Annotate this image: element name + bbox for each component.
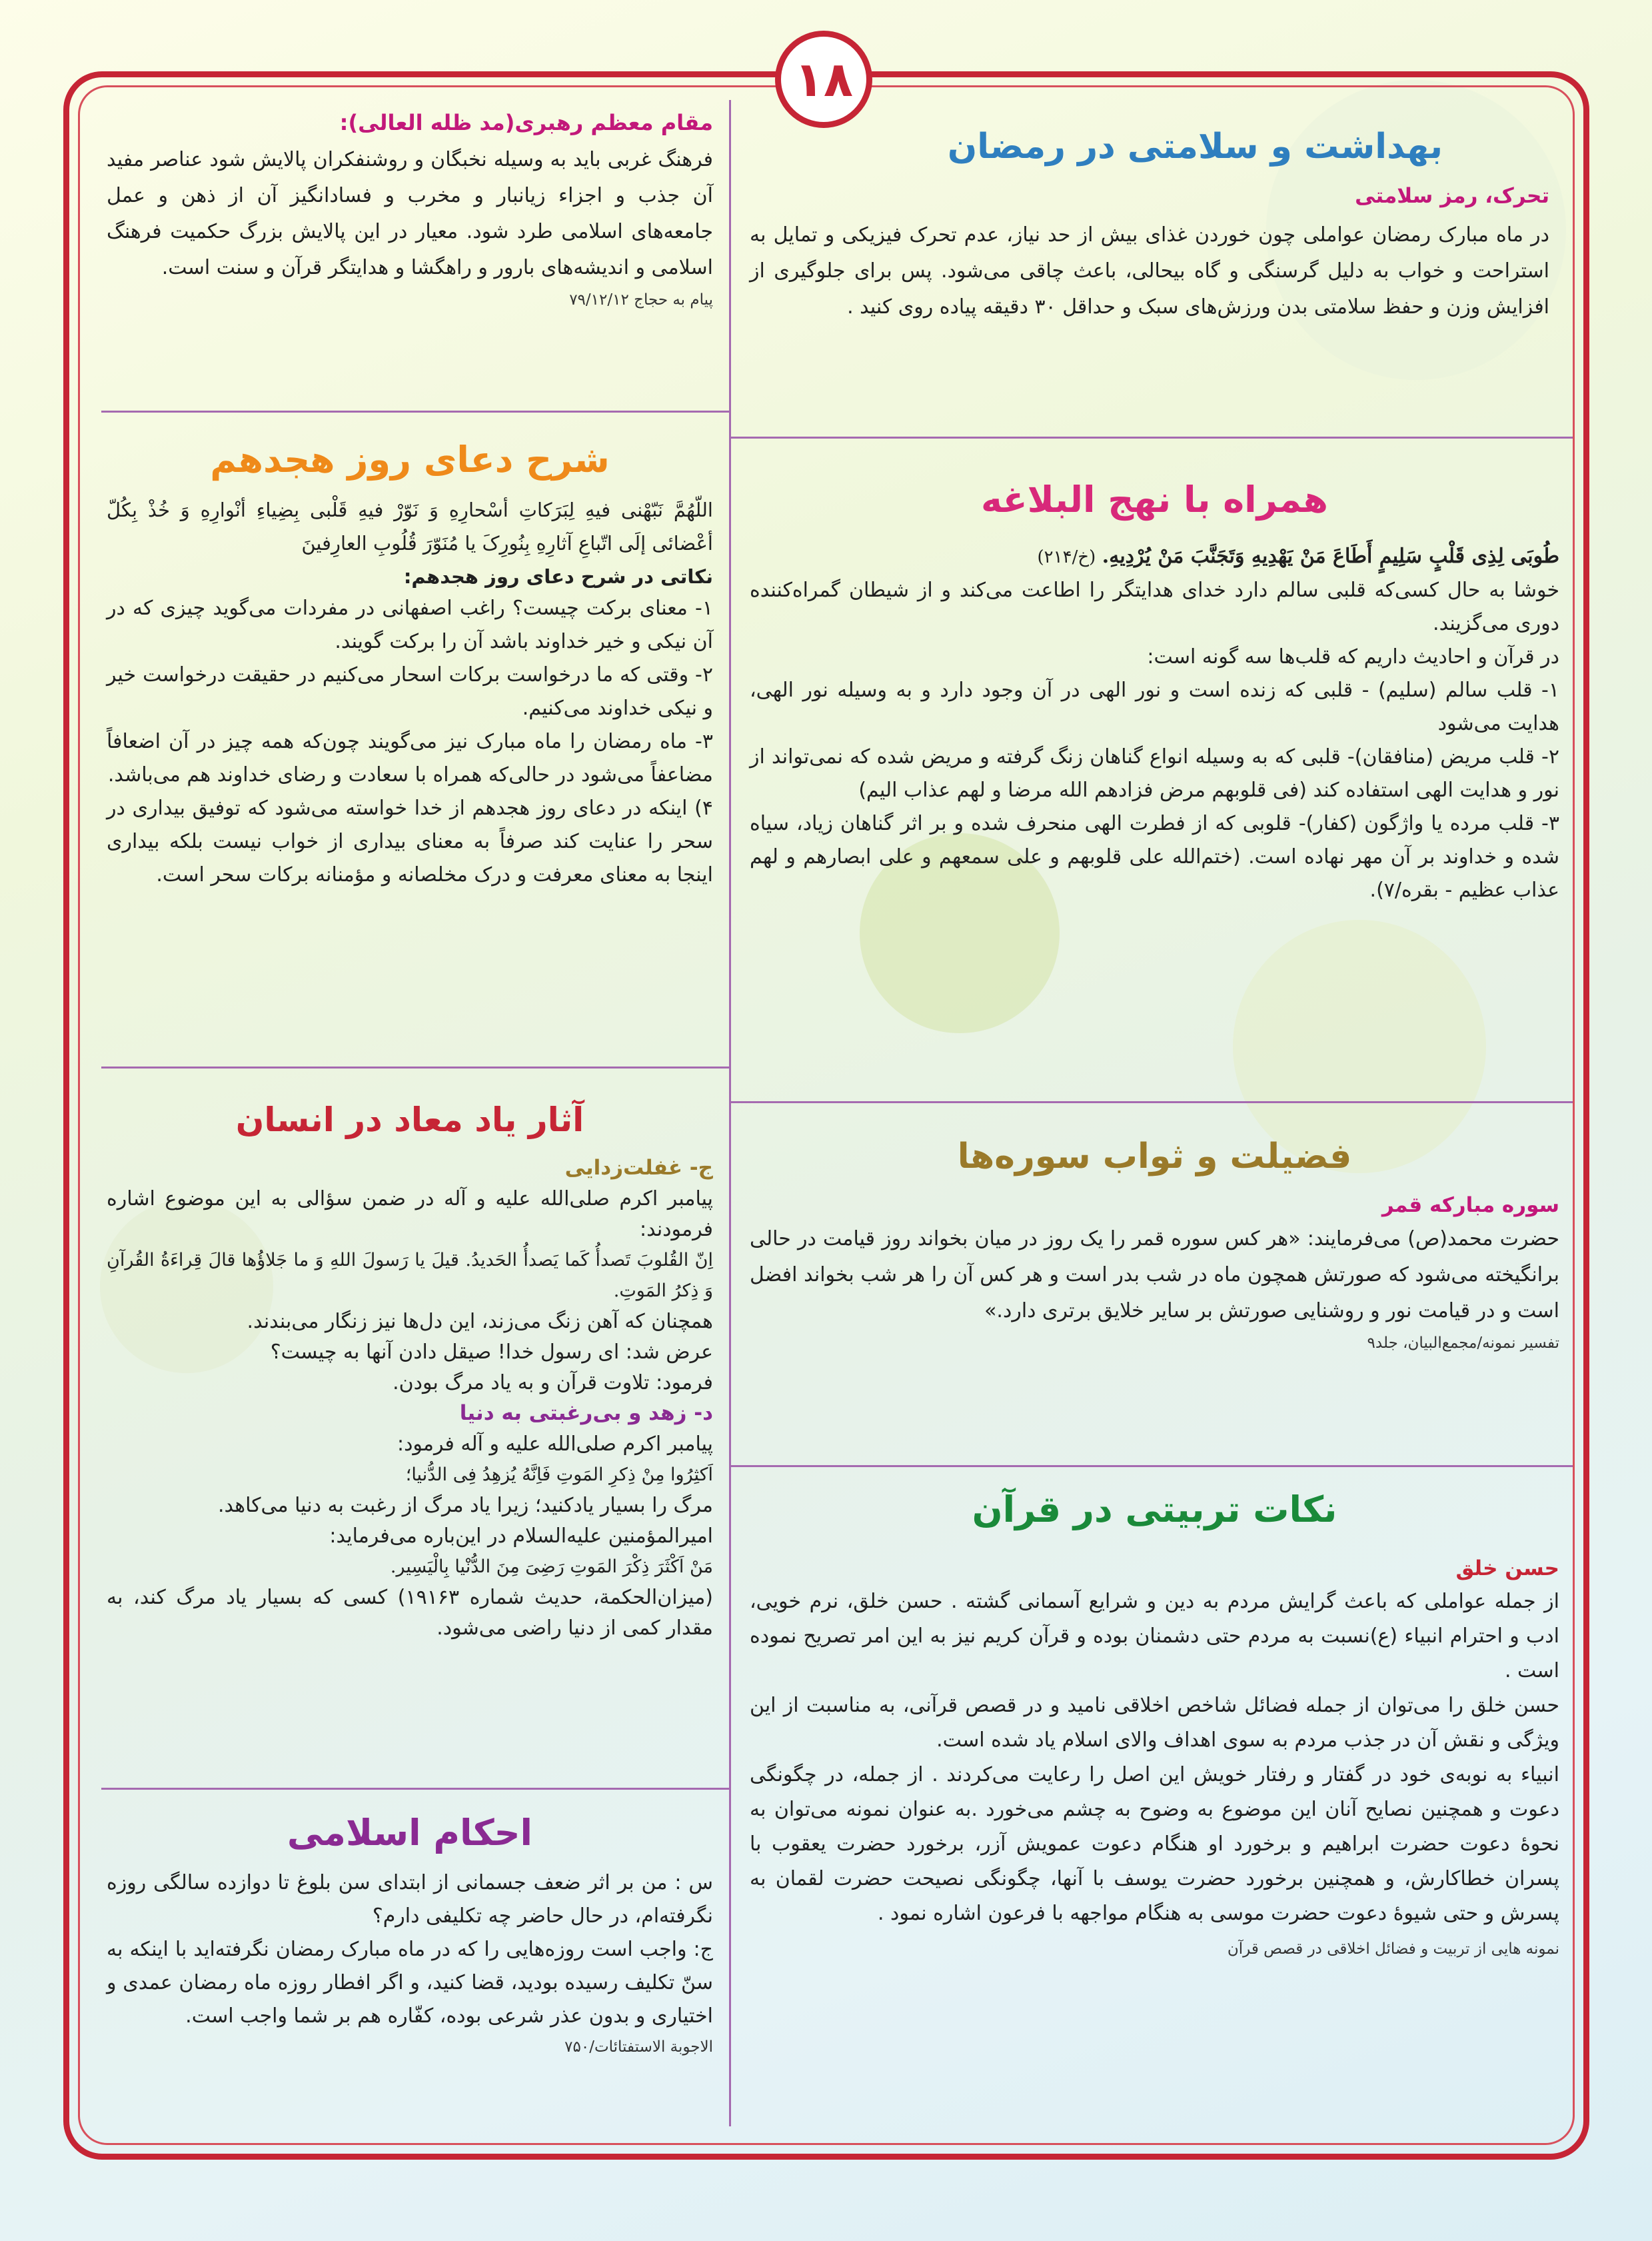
dua-title: شرح دعای روز هجدهم (210, 439, 610, 481)
nahj-paragraph: ۱- قلب سالم (سلیم) - قلبی که زنده است و نور الهی در آن وجود دارد و به وسیله نور الهی، هدایت می‌شود (750, 679, 1559, 735)
ahkam-source: الاجوبة الاستفتائات/۷۵۰ (564, 2038, 713, 2056)
leader-section (107, 110, 713, 309)
nahj-paragraph: ۳- قلب مرده یا واژگون (کفار)- قلوبی که از فطرت الهی منحرف شده و بر اثر گناهان زیاد، سیاه شده و خداوند بر آن مهر نهاده است. (ختم‌الله علی قلوبهم و علی سمعهم و علی ابصارهم و لهم عذاب عظیم - بقره/۷). (750, 812, 1559, 902)
section-divider (731, 437, 1573, 439)
ahkam-section (107, 1800, 713, 2056)
maad-paragraph: عرض شد: ای رسول خدا! صیقل دادن آنها به چیست؟ (270, 1340, 713, 1364)
nahj-paragraph: ۲- قلب مریض (منافقان)- قلبی که به وسیله انواع گناهان زنگ گرفته و مریض شده که نمی‌تواند از نور و هدایت الهی استفاده کند (فی قلوبهم مرض فزادهم الله مرضا و لهم عذاب الیم) (750, 745, 1559, 802)
maad-section (107, 1087, 713, 1644)
tarbiat-subtitle: حسن خلق (1455, 1556, 1559, 1580)
surah-body: حضرت محمد(ص) می‌فرمایند: «هر کس سوره قمر را یک روز در میان بخواند روز قیامت در حالی برانگیخته می‌شود که صورتش همچون ماه در شب بدر است و هر کس آن را هر شب بخواند افضل است و در قیامت نور و روشنایی صورتش بر سایر خلایق برتری دارد.» (750, 1227, 1559, 1322)
maad-paragraph: مرگ را بسیار یادکنید؛ زیرا یاد مرگ از رغبت به دنیا می‌کاهد. (218, 1494, 713, 1517)
section-divider (101, 411, 729, 413)
column-divider (729, 100, 731, 2126)
dua-paragraph: ۴) اینکه در دعای روز هجدهم از خدا خواسته می‌شود که توفیق بیداری در سحر را عنایت کند صرفاً به معنای بیداری از خواب نیست بلکه بیداری اینجا به معنای معرفت و درک مخلصانه و مؤمنانه برکات سحر است. (107, 797, 713, 887)
health-section (750, 113, 1549, 325)
dua-paragraph: ۳- ماه رمضان را ماه مبارک نیز می‌گویند چون‌که همه چیز در آن اضعافاً مضاعفاً می‌شود در حالی‌که همراه با سعادت و رضای خداوند هم می‌باشد. (107, 730, 713, 787)
leader-body: فرهنگ غربی باید به وسیله نخبگان و روشنفکران پالایش شود عناصر مفید آن جذب و اجزاء زیانبار و مخرب و فسادانگیز آن از ذهن و عمل جامعه‌های اسلامی طرد شود. معیار در این پالایش بزرگ حکمیت فرهنگ اسلامی و اندیشه‌های بارور و راهگشا و هدایتگر قرآن و سنت است. (107, 148, 713, 279)
section-divider (731, 1465, 1573, 1467)
surah-section (750, 1120, 1559, 1352)
dua-section (107, 427, 713, 892)
nahj-paragraph: خوشا به حال کسی‌که قلبی سالم دارد خدای هدایتگر را اطاعت می‌کند و از شیطان گمراه‌کننده دوری می‌گزیند. (750, 579, 1559, 635)
section-divider (101, 1788, 729, 1790)
surah-source: تفسیر نمونه/مجمع‌البیان، جلد۹ (1367, 1334, 1559, 1352)
maad-paragraph: امیرالمؤمنین علیه‌السلام در این‌باره می‌فرماید: (329, 1524, 713, 1548)
maad-arabic-hadith: اِنّ القُلوبَ تَصدأُ کَما یَصدأُ الحَدیدُ. قیلَ یا رَسولَ اللهِ وَ ما جَلاؤُها قالَ قِراءَةُ القُرآنِ وَ ذِکرُ المَوتِ. (107, 1250, 713, 1301)
maad-subtitle-zohd: د- زهد و بی‌رغبتی به دنیا (459, 1401, 713, 1425)
surah-title: فضیلت و ثواب سوره‌ها (957, 1136, 1352, 1176)
nahj-reference: (خ/۲۱۴) (1037, 547, 1096, 567)
maad-paragraph: پیامبر اکرم صلی‌الله علیه و آله در ضمن سؤالی به این موضوع اشاره فرمودند: (107, 1187, 713, 1241)
health-subtitle: تحرک، رمز سلامتی (1355, 184, 1549, 208)
tarbiat-source: نمونه هایی از تربیت و فضائل اخلاقی در قصص قرآن (1227, 1940, 1559, 1958)
ahkam-answer: ج: واجب است روزه‌هایی را که در ماه مبارک رمضان نگرفته‌اید با اینکه به سنّ تکلیف رسیده بودید، قضا کنید، و اگر افطار روزه ماه رمضان عمدی و اختیاری و بدون عذر شرعی بوده، کفّاره هم بر شما واجب است. (107, 1938, 713, 2028)
maad-paragraph: همچنان که آهن زنگ می‌زند، این دل‌ها نیز زنگار می‌بندند. (247, 1310, 713, 1333)
tarbiat-title: نکات تربیتی در قرآن (972, 1488, 1337, 1530)
maad-subtitle-ghaflat: ج- غفلت‌زدایی (564, 1156, 713, 1180)
maad-arabic-hadith: مَنْ اَکْثَرَ ذِکْرَ المَوتِ رَضِیَ مِنَ الدُّنْیا بِالْیَسِیر. (390, 1556, 713, 1577)
maad-title: آثار یاد معاد در انسان (235, 1101, 584, 1139)
health-title: بهداشت و سلامتی در رمضان (947, 127, 1443, 167)
nahj-paragraph: در قرآن و احادیث داریم که قلب‌ها سه گونه است: (1147, 645, 1559, 669)
section-divider (101, 1067, 729, 1069)
ahkam-title: احکام اسلامی (287, 1812, 533, 1854)
surah-subtitle: سوره مبارکه قمر (1381, 1193, 1559, 1217)
page-number: ۱۸ (794, 51, 853, 107)
tarbiat-section (750, 1476, 1559, 1958)
dua-subtitle: نکاتی در شرح دعای روز هجدهم: (403, 565, 713, 588)
nahj-arabic-text: طُوبَی لِذِی قَلْبٍ سَلِیمٍ أَطَاعَ مَنْ یَهْدِیهِ وَتَجَنَّبَ مَنْ یُرْدِیهِ. (1102, 545, 1559, 568)
dua-arabic-text: اللّهُمَّ نَبّهْنی فیهِ لِبَرَکاتِ أسْحارِهِ وَ نَوّرْ فیهِ قَلْبی بِضِیاءِ أنْوارِهِ وَ خُذْ بِکُلّ أعْضائی إلَی اتّباعِ آثارِهِ بِنُورِکَ یا مُنَوّرَ قُلُوبِ العارِفینَ (107, 499, 713, 555)
section-divider (731, 1101, 1573, 1103)
leader-title: مقام معظم رهبری(مد ظله العالی): (339, 110, 713, 135)
maad-paragraph: فرمود: تلاوت قرآن و به یاد مرگ بودن. (393, 1371, 713, 1394)
nahj-title: همراه با نهج البلاغه (981, 479, 1328, 521)
health-body: در ماه مبارک رمضان عواملی چون خوردن غذای بیش از حد نیاز، عدم تحرک فیزیکی و تمایل به استراحت و خواب به دلیل گرسنگی و گاه بیحالی، باعث چاقی می‌شود. پس برای جلوگیری از افزایش وزن و حفظ سلامتی بدن ورزش‌های سبک و حداقل ۳۰ دقیقه پیاده روی کنید . (750, 223, 1549, 319)
dua-paragraph: ۲- وقتی که ما درخواست برکات اسحار می‌کنیم در حقیقت درخواست خیر و نیکی خداوند می‌کنیم. (107, 663, 713, 720)
maad-paragraph: پیامبر اکرم صلی‌الله علیه و آله فرمود: (397, 1432, 713, 1456)
leader-source: پیام به حجاج ۷۹/۱۲/۱۲ (569, 291, 713, 309)
ahkam-question: س : من بر اثر ضعف جسمانی از ابتدای سن بلوغ تا دوازده سالگی روزه نگرفته‌ام، در حال حاضر چه تکلیفی دارم؟ (107, 1871, 713, 1928)
nahj-section (750, 467, 1559, 907)
tarbiat-paragraph: حسن خلق را می‌توان از جمله فضائل شاخص اخلاقی نامید و در قصص قرآنی، به مناسبت از این ویژگی و نقش آن در جذب مردم به سوی اهداف والای اسلام یاد شده است. (750, 1694, 1559, 1752)
tarbiat-paragraph: از جمله عواملی که باعث گرایش مردم به دین و شرایع آسمانی گشته . حسن خلق، نرم خویی، ادب و احترام انبیاء (ع)نسبت به مردم حتی دشمنان بوده و قرآن کریم نیز به این امر تصریح نموده است . (750, 1590, 1559, 1682)
dua-paragraph: ۱- معنای برکت چیست؟ راغب اصفهانی در مفردات می‌گوید چیزی که در آن نیکی و خیر خداوند باشد آن را برکت گویند. (107, 597, 713, 653)
maad-arabic-hadith: اَکثِرُوا مِنْ ذِکرِ المَوتِ فَاِنَّهُ یُزهِدُ فِی الدُّنیا؛ (405, 1464, 713, 1485)
tarbiat-paragraph: انبیاء به نوبه‌ی خود در گفتار و رفتار خویش این اصل را رعایت می‌کردند . از جمله، در چگونگی دعوت و همچنین نصایح آنان این موضوع به وضوح به چشم می‌خورد .به عنوان نمونه می‌توان به نحوهٔ دعوت حضرت ابراهیم و برخورد او هنگام دعوت عمویش آزر، برخورد حضرت یعقوب با پسران خطاکارش، و همچنین برخورد حضرت یوسف با آنها، چگونگی نصیحت حضرت لقمان به پسرش و حتی شیوهٔ دعوت حضرت موسی به هنگام مواجهه با فرعون اشاره نمود . (750, 1763, 1559, 1925)
maad-paragraph: (میزان‌الحکمة، حدیث شماره ۱۹۱۶۳) کسی که بسیار یاد مرگ کند، به مقدار کمی از دنیا راضی می‌شود. (107, 1586, 713, 1640)
nahj-arabic-quote (750, 540, 1559, 574)
